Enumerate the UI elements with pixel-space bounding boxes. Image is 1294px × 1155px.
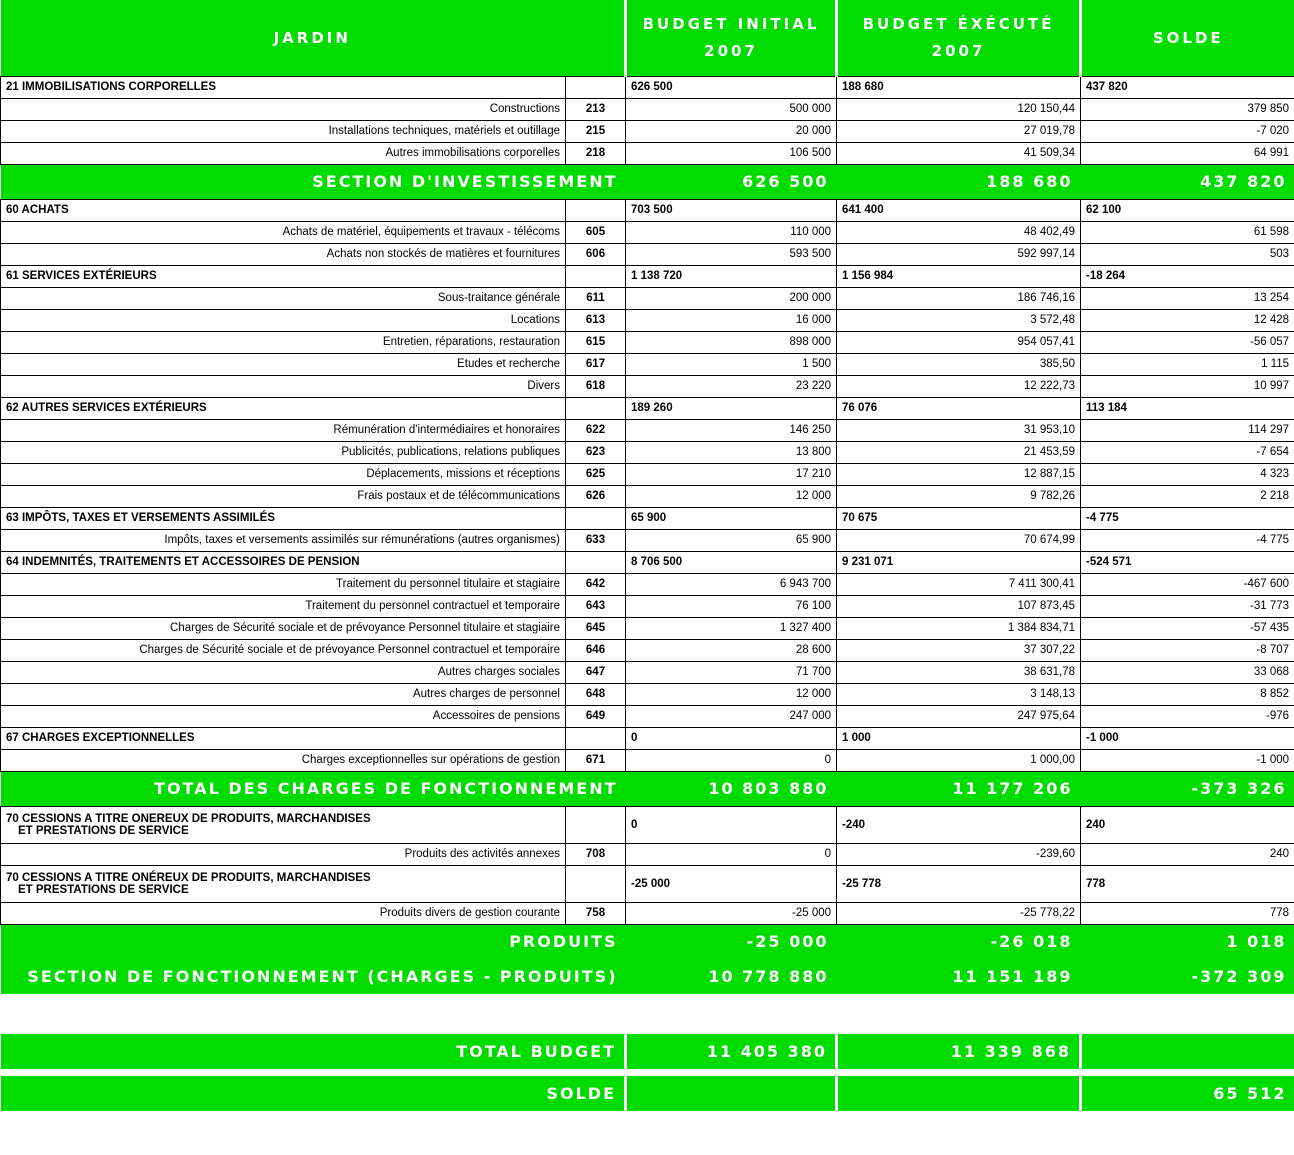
cell-budget-initial: 10 803 880 — [626, 771, 837, 806]
cell-solde: -1 000 — [1081, 727, 1294, 749]
cell-budget-execute: 3 572,48 — [837, 309, 1081, 331]
row-label: Entretien, réparations, restauration — [1, 331, 566, 353]
account-code — [566, 865, 626, 902]
total-row-label: TOTAL BUDGET — [1, 1034, 626, 1069]
solde-title: SOLDE — [1152, 28, 1224, 47]
cell-budget-initial: 146 250 — [626, 419, 837, 441]
spacer-row — [1, 1069, 1294, 1076]
cell-budget-initial: 12 000 — [626, 683, 837, 705]
cell-solde: 437 820 — [1081, 164, 1294, 199]
group-row — [1, 727, 1294, 749]
spacer-row — [1, 994, 1294, 1034]
account-code: 615 — [566, 331, 626, 353]
cell-solde: 8 852 — [1081, 683, 1294, 705]
cell-budget-execute: -240 — [837, 806, 1081, 843]
cell-budget-initial: 189 260 — [626, 397, 837, 419]
cell-budget-initial — [626, 1076, 837, 1111]
cell-budget-initial: 200 000 — [626, 287, 837, 309]
cell-solde: 61 598 — [1081, 221, 1294, 243]
cell-budget-execute: 9 782,26 — [837, 485, 1081, 507]
account-code — [566, 806, 626, 843]
cell-solde: 503 — [1081, 243, 1294, 265]
cell-budget-execute: 31 953,10 — [837, 419, 1081, 441]
budget-initial-year: 2007 — [704, 42, 758, 61]
cell-solde: 1 115 — [1081, 353, 1294, 375]
row-label: Charges exceptionnelles sur opérations de gestion — [1, 749, 566, 771]
row-label: Etudes et recherche — [1, 353, 566, 375]
row-label — [1, 806, 566, 843]
cell-solde: 4 323 — [1081, 463, 1294, 485]
row-label: 64 INDEMNITÉS, TRAITEMENTS ET ACCESSOIRES DE PENSION — [1, 551, 566, 573]
row-label-line2: ET PRESTATIONS DE SERVICE — [18, 824, 189, 837]
cell-solde: -4 775 — [1081, 507, 1294, 529]
cell-solde: -467 600 — [1081, 573, 1294, 595]
account-code: 645 — [566, 617, 626, 639]
account-code — [566, 397, 626, 419]
line-item-row — [1, 683, 1294, 705]
account-code: 648 — [566, 683, 626, 705]
cell-solde: -976 — [1081, 705, 1294, 727]
account-code — [566, 507, 626, 529]
spacer-cell — [1, 994, 1294, 1034]
cell-budget-initial: 6 943 700 — [626, 573, 837, 595]
account-code: 213 — [566, 98, 626, 120]
cell-budget-execute: 188 680 — [837, 76, 1081, 98]
row-label: Autres charges de personnel — [1, 683, 566, 705]
row-label: Charges de Sécurité sociale et de prévoyance Personnel titulaire et stagiaire — [1, 617, 566, 639]
row-label: 60 ACHATS — [1, 199, 566, 221]
cell-budget-initial: 12 000 — [626, 485, 837, 507]
cell-budget-initial: 626 500 — [626, 164, 837, 199]
row-label: Traitement du personnel contractuel et temporaire — [1, 595, 566, 617]
cell-budget-initial: -25 000 — [626, 865, 837, 902]
cell-budget-execute: 27 019,78 — [837, 120, 1081, 142]
total-row-label: SECTION D'INVESTISSEMENT — [1, 164, 626, 199]
budget-initial-title: BUDGET INITIAL — [642, 15, 820, 34]
column-header-jardin-label: JARDIN — [273, 28, 351, 47]
account-code: 605 — [566, 221, 626, 243]
line-item-row — [1, 441, 1294, 463]
cell-budget-execute: 120 150,44 — [837, 98, 1081, 120]
column-header-budget-initial — [626, 0, 837, 76]
row-label: Traitement du personnel titulaire et stagiaire — [1, 573, 566, 595]
cell-solde: -31 773 — [1081, 595, 1294, 617]
cell-budget-execute: 186 746,16 — [837, 287, 1081, 309]
budget-execute-year: 2007 — [931, 42, 986, 61]
line-item-row — [1, 287, 1294, 309]
line-item-row — [1, 617, 1294, 639]
line-item-row — [1, 485, 1294, 507]
cell-solde: 240 — [1081, 806, 1294, 843]
cell-budget-execute: 11 339 868 — [837, 1034, 1081, 1069]
cell-budget-initial: 71 700 — [626, 661, 837, 683]
cell-solde: -372 309 — [1081, 959, 1294, 994]
line-item-row — [1, 595, 1294, 617]
total-row — [1, 1034, 1294, 1069]
cell-solde: -18 264 — [1081, 265, 1294, 287]
cell-budget-initial: 1 500 — [626, 353, 837, 375]
total-row — [1, 771, 1294, 806]
account-code — [566, 265, 626, 287]
cell-budget-initial: 0 — [626, 749, 837, 771]
line-item-row — [1, 843, 1294, 865]
cell-budget-execute: 11 151 189 — [837, 959, 1081, 994]
row-label: 21 IMMOBILISATIONS CORPORELLES — [1, 76, 566, 98]
account-code: 618 — [566, 375, 626, 397]
cell-budget-execute: 385,50 — [837, 353, 1081, 375]
account-code: 622 — [566, 419, 626, 441]
row-label: Déplacements, missions et réceptions — [1, 463, 566, 485]
cell-budget-initial: 593 500 — [626, 243, 837, 265]
cell-budget-execute: 247 975,64 — [837, 705, 1081, 727]
cell-solde: 437 820 — [1081, 76, 1294, 98]
line-item-row — [1, 331, 1294, 353]
cell-budget-execute: 41 509,34 — [837, 142, 1081, 164]
total-row — [1, 924, 1294, 959]
row-label: Autres charges sociales — [1, 661, 566, 683]
account-code: 625 — [566, 463, 626, 485]
group-row — [1, 865, 1294, 902]
cell-solde: -56 057 — [1081, 331, 1294, 353]
cell-solde: 1 018 — [1081, 924, 1294, 959]
row-label: Rémunération d'intermédiaires et honoraires — [1, 419, 566, 441]
line-item-row — [1, 120, 1294, 142]
account-code — [566, 551, 626, 573]
cell-budget-execute: -239,60 — [837, 843, 1081, 865]
group-row — [1, 397, 1294, 419]
cell-budget-execute: 7 411 300,41 — [837, 573, 1081, 595]
cell-budget-execute: 48 402,49 — [837, 221, 1081, 243]
cell-budget-execute: 1 000,00 — [837, 749, 1081, 771]
cell-budget-initial: 23 220 — [626, 375, 837, 397]
cell-budget-initial: 703 500 — [626, 199, 837, 221]
row-label: Charges de Sécurité sociale et de prévoyance Personnel contractuel et temporaire — [1, 639, 566, 661]
total-row-label: SOLDE — [1, 1076, 626, 1111]
row-label: 62 AUTRES SERVICES EXTÉRIEURS — [1, 397, 566, 419]
total-row-label: TOTAL DES CHARGES DE FONCTIONNEMENT — [1, 771, 626, 806]
line-item-row — [1, 419, 1294, 441]
account-code — [566, 199, 626, 221]
cell-solde: 12 428 — [1081, 309, 1294, 331]
total-row — [1, 959, 1294, 994]
cell-solde: 379 850 — [1081, 98, 1294, 120]
row-label: Divers — [1, 375, 566, 397]
cell-budget-initial: 898 000 — [626, 331, 837, 353]
cell-budget-initial: 8 706 500 — [626, 551, 837, 573]
row-label: Sous-traitance générale — [1, 287, 566, 309]
cell-solde: -57 435 — [1081, 617, 1294, 639]
cell-budget-initial: 0 — [626, 806, 837, 843]
cell-solde: -7 654 — [1081, 441, 1294, 463]
line-item-row — [1, 902, 1294, 924]
cell-budget-initial: 28 600 — [626, 639, 837, 661]
cell-solde: 62 100 — [1081, 199, 1294, 221]
account-code: 218 — [566, 142, 626, 164]
cell-budget-initial: 20 000 — [626, 120, 837, 142]
cell-budget-execute: 37 307,22 — [837, 639, 1081, 661]
cell-budget-execute: 107 873,45 — [837, 595, 1081, 617]
cell-budget-initial: 626 500 — [626, 76, 837, 98]
account-code: 215 — [566, 120, 626, 142]
cell-budget-initial: 106 500 — [626, 142, 837, 164]
cell-solde: -373 326 — [1081, 771, 1294, 806]
cell-solde: 13 254 — [1081, 287, 1294, 309]
account-code: 623 — [566, 441, 626, 463]
cell-budget-initial: 13 800 — [626, 441, 837, 463]
total-row-label: SECTION DE FONCTIONNEMENT (CHARGES - PRODUITS) — [1, 959, 626, 994]
total-row-label: PRODUITS — [1, 924, 626, 959]
cell-budget-execute: -25 778 — [837, 865, 1081, 902]
cell-budget-initial: 110 000 — [626, 221, 837, 243]
account-code: 606 — [566, 243, 626, 265]
line-item-row — [1, 243, 1294, 265]
line-item-row — [1, 529, 1294, 551]
cell-budget-initial: 247 000 — [626, 705, 837, 727]
line-item-row — [1, 705, 1294, 727]
cell-budget-initial: 0 — [626, 727, 837, 749]
budget-execute-title: BUDGET ÉXÉCUTÉ — [862, 15, 1055, 34]
account-code: 611 — [566, 287, 626, 309]
account-code: 671 — [566, 749, 626, 771]
row-label: Achats non stockés de matières et fournitures — [1, 243, 566, 265]
cell-budget-initial: 17 210 — [626, 463, 837, 485]
cell-solde: 778 — [1081, 902, 1294, 924]
cell-solde: 114 297 — [1081, 419, 1294, 441]
line-item-row — [1, 661, 1294, 683]
row-label — [1, 865, 566, 902]
cell-solde: -1 000 — [1081, 749, 1294, 771]
cell-budget-execute: 70 674,99 — [837, 529, 1081, 551]
line-item-row — [1, 353, 1294, 375]
column-header-solde — [1081, 0, 1294, 76]
total-row — [1, 1076, 1294, 1111]
row-label: Produits divers de gestion courante — [1, 902, 566, 924]
line-item-row — [1, 573, 1294, 595]
row-label: Installations techniques, matériels et outillage — [1, 120, 566, 142]
row-label: Autres immobilisations corporelles — [1, 142, 566, 164]
line-item-row — [1, 142, 1294, 164]
row-label: Impôts, taxes et versements assimilés sur rémunérations (autres organismes) — [1, 529, 566, 551]
line-item-row — [1, 639, 1294, 661]
group-row — [1, 551, 1294, 573]
cell-solde: 240 — [1081, 843, 1294, 865]
account-code: 633 — [566, 529, 626, 551]
cell-budget-execute: 3 148,13 — [837, 683, 1081, 705]
line-item-row — [1, 463, 1294, 485]
cell-budget-execute: 1 156 984 — [837, 265, 1081, 287]
account-code: 643 — [566, 595, 626, 617]
column-header-budget-execute — [837, 0, 1081, 76]
cell-budget-initial: 16 000 — [626, 309, 837, 331]
account-code: 613 — [566, 309, 626, 331]
cell-budget-execute: 70 675 — [837, 507, 1081, 529]
cell-budget-execute: 76 076 — [837, 397, 1081, 419]
account-code: 708 — [566, 843, 626, 865]
cell-budget-initial: -25 000 — [626, 924, 837, 959]
table-body — [1, 76, 1294, 1111]
cell-solde: 2 218 — [1081, 485, 1294, 507]
table-header — [1, 0, 1294, 76]
group-row — [1, 806, 1294, 843]
cell-solde: 113 184 — [1081, 397, 1294, 419]
cell-solde: 65 512 — [1081, 1076, 1294, 1111]
account-code — [566, 727, 626, 749]
row-label: Achats de matériel, équipements et travaux - télécoms — [1, 221, 566, 243]
cell-budget-initial: 65 900 — [626, 529, 837, 551]
row-label: 63 IMPÔTS, TAXES ET VERSEMENTS ASSIMILÉS — [1, 507, 566, 529]
row-label: Publicités, publications, relations publiques — [1, 441, 566, 463]
account-code: 758 — [566, 902, 626, 924]
line-item-row — [1, 375, 1294, 397]
cell-solde: 10 997 — [1081, 375, 1294, 397]
account-code: 617 — [566, 353, 626, 375]
cell-budget-execute: 12 222,73 — [837, 375, 1081, 397]
cell-budget-execute: 188 680 — [837, 164, 1081, 199]
cell-budget-initial: 10 778 880 — [626, 959, 837, 994]
cell-solde: -524 571 — [1081, 551, 1294, 573]
cell-budget-execute: 11 177 206 — [837, 771, 1081, 806]
cell-budget-execute: 1 384 834,71 — [837, 617, 1081, 639]
cell-budget-initial: -25 000 — [626, 902, 837, 924]
account-code: 649 — [566, 705, 626, 727]
account-code: 642 — [566, 573, 626, 595]
row-label: Locations — [1, 309, 566, 331]
cell-budget-execute — [837, 1076, 1081, 1111]
cell-solde: 778 — [1081, 865, 1294, 902]
cell-budget-initial: 76 100 — [626, 595, 837, 617]
group-row — [1, 76, 1294, 98]
cell-budget-execute: -25 778,22 — [837, 902, 1081, 924]
cell-budget-execute: 12 887,15 — [837, 463, 1081, 485]
account-code — [566, 76, 626, 98]
cell-budget-initial: 1 327 400 — [626, 617, 837, 639]
cell-solde — [1081, 1034, 1294, 1069]
line-item-row — [1, 98, 1294, 120]
group-row — [1, 199, 1294, 221]
row-label: Frais postaux et de télécommunications — [1, 485, 566, 507]
cell-budget-execute: 38 631,78 — [837, 661, 1081, 683]
cell-budget-execute: -26 018 — [837, 924, 1081, 959]
cell-solde: 64 991 — [1081, 142, 1294, 164]
cell-solde: -7 020 — [1081, 120, 1294, 142]
column-header-jardin — [1, 0, 626, 76]
row-label: Constructions — [1, 98, 566, 120]
row-label: 61 SERVICES EXTÉRIEURS — [1, 265, 566, 287]
cell-budget-initial: 1 138 720 — [626, 265, 837, 287]
row-label-line1: 70 CESSIONS A TITRE ONEREUX DE PRODUITS, MARCHANDISES — [6, 812, 371, 825]
line-item-row — [1, 749, 1294, 771]
row-label-line1: 70 CESSIONS A TITRE ONÉREUX DE PRODUITS, MARCHANDISES — [6, 871, 371, 884]
cell-budget-execute: 592 997,14 — [837, 243, 1081, 265]
account-code: 646 — [566, 639, 626, 661]
cell-budget-execute: 641 400 — [837, 199, 1081, 221]
cell-budget-initial: 65 900 — [626, 507, 837, 529]
line-item-row — [1, 309, 1294, 331]
cell-budget-initial: 0 — [626, 843, 837, 865]
header-row — [1, 0, 1294, 76]
cell-budget-initial: 11 405 380 — [626, 1034, 837, 1069]
group-row — [1, 265, 1294, 287]
cell-solde: -4 775 — [1081, 529, 1294, 551]
row-label: Produits des activités annexes — [1, 843, 566, 865]
cell-solde: 33 068 — [1081, 661, 1294, 683]
row-label: Accessoires de pensions — [1, 705, 566, 727]
cell-budget-execute: 954 057,41 — [837, 331, 1081, 353]
total-row — [1, 164, 1294, 199]
row-label-line2: ET PRESTATIONS DE SERVICE — [18, 883, 189, 896]
group-row — [1, 507, 1294, 529]
cell-budget-execute: 21 453,59 — [837, 441, 1081, 463]
account-code: 626 — [566, 485, 626, 507]
cell-budget-initial: 500 000 — [626, 98, 837, 120]
account-code: 647 — [566, 661, 626, 683]
cell-budget-execute: 1 000 — [837, 727, 1081, 749]
cell-budget-execute: 9 231 071 — [837, 551, 1081, 573]
spacer-cell — [1, 1069, 1294, 1076]
row-label: 67 CHARGES EXCEPTIONNELLES — [1, 727, 566, 749]
line-item-row — [1, 221, 1294, 243]
cell-solde: -8 707 — [1081, 639, 1294, 661]
